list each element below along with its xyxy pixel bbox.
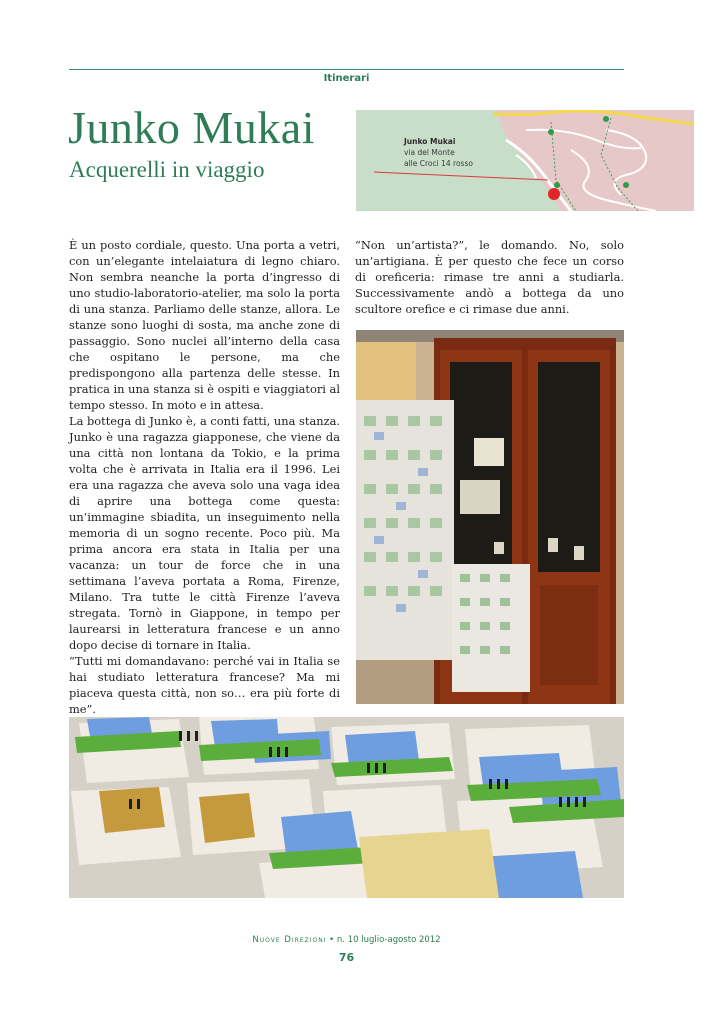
section-label: Itinerari <box>323 73 370 84</box>
location-map <box>356 110 694 211</box>
map-label-name: Junko Mukai <box>404 137 456 146</box>
body-column-left <box>69 237 340 749</box>
location-marker-icon <box>548 188 560 200</box>
issue-info: • n. 10 luglio-agosto 2012 <box>326 935 441 945</box>
shop-door-image <box>356 330 624 704</box>
body-paragraph: La bottega di Junko è, a conti fatti, una stanza. Junko è una ragazza giapponese, che viene da una città non lontana da Tokio, e la prima volta che è arrivata in Italia era il 1996. Lei era una ragazza che aveva solo una vaga idea di aprire una bottega come questa: un’immagine sbiadita, un inseguimento nella memoria di un sogno recente. Poco più. Ma prima ancora era stata in Italia per una vacanza: un tour de force che in una settimana l’aveva portata a Roma, Firenze, Milano. Tra tutte le città Firenze l’aveva stregata. Tornò in Giappone, in tempo per laurearsi in letteratura francese e un anno dopo decise di tornare in Italia. <box>69 414 340 652</box>
map-label-address-1: via del Monte <box>404 148 455 157</box>
header-rule <box>69 69 624 70</box>
body-paragraph: È un posto cordiale, questo. Una porta a vetri, con un’elegante intelaiatura di legno chiaro. Non sembra neanche la porta d’ingresso di uno studio-laboratorio-atelier, ma solo la porta di una stanza. Parliamo delle stanze, allora. Le stanze sono luoghi di sosta, ma anche zone di passaggio. Sono nuclei all’interno della casa che ospitano le persone, ma che predispongono alla partenza delle stesse. In pratica in una stanza si è ospiti e viaggiatori al tempo stesso. In moto e in attesa. <box>69 238 340 412</box>
watercolors-photo <box>69 717 624 898</box>
article-subtitle: Acquerelli in viaggio <box>69 157 265 182</box>
map-label <box>404 136 473 169</box>
body-paragraph: “Non un’artista?”, le domando. No, solo un’artigiana. È per questo che fece un corso di oreficeria: rimase tre anni a studiarla. Successivamente andò a bottega da uno scultore orefice e ci rimase due anni. <box>355 238 624 316</box>
watercolors-image <box>69 717 624 898</box>
article-title: Junko Mukai <box>68 102 315 153</box>
footer-credits <box>69 935 624 945</box>
page-number: 76 <box>338 951 355 964</box>
body-column-right <box>355 237 624 317</box>
magazine-name: Nuove Direzioni <box>252 935 327 945</box>
shop-door-photo <box>356 330 624 704</box>
map-label-address-2: alle Croci 14 rosso <box>404 159 473 168</box>
body-paragraph: “Tutti mi domandavano: perché vai in Italia se hai studiato letteratura francese? Ma mi piaceva questa città, non so… era più forte di me”. <box>69 654 340 716</box>
